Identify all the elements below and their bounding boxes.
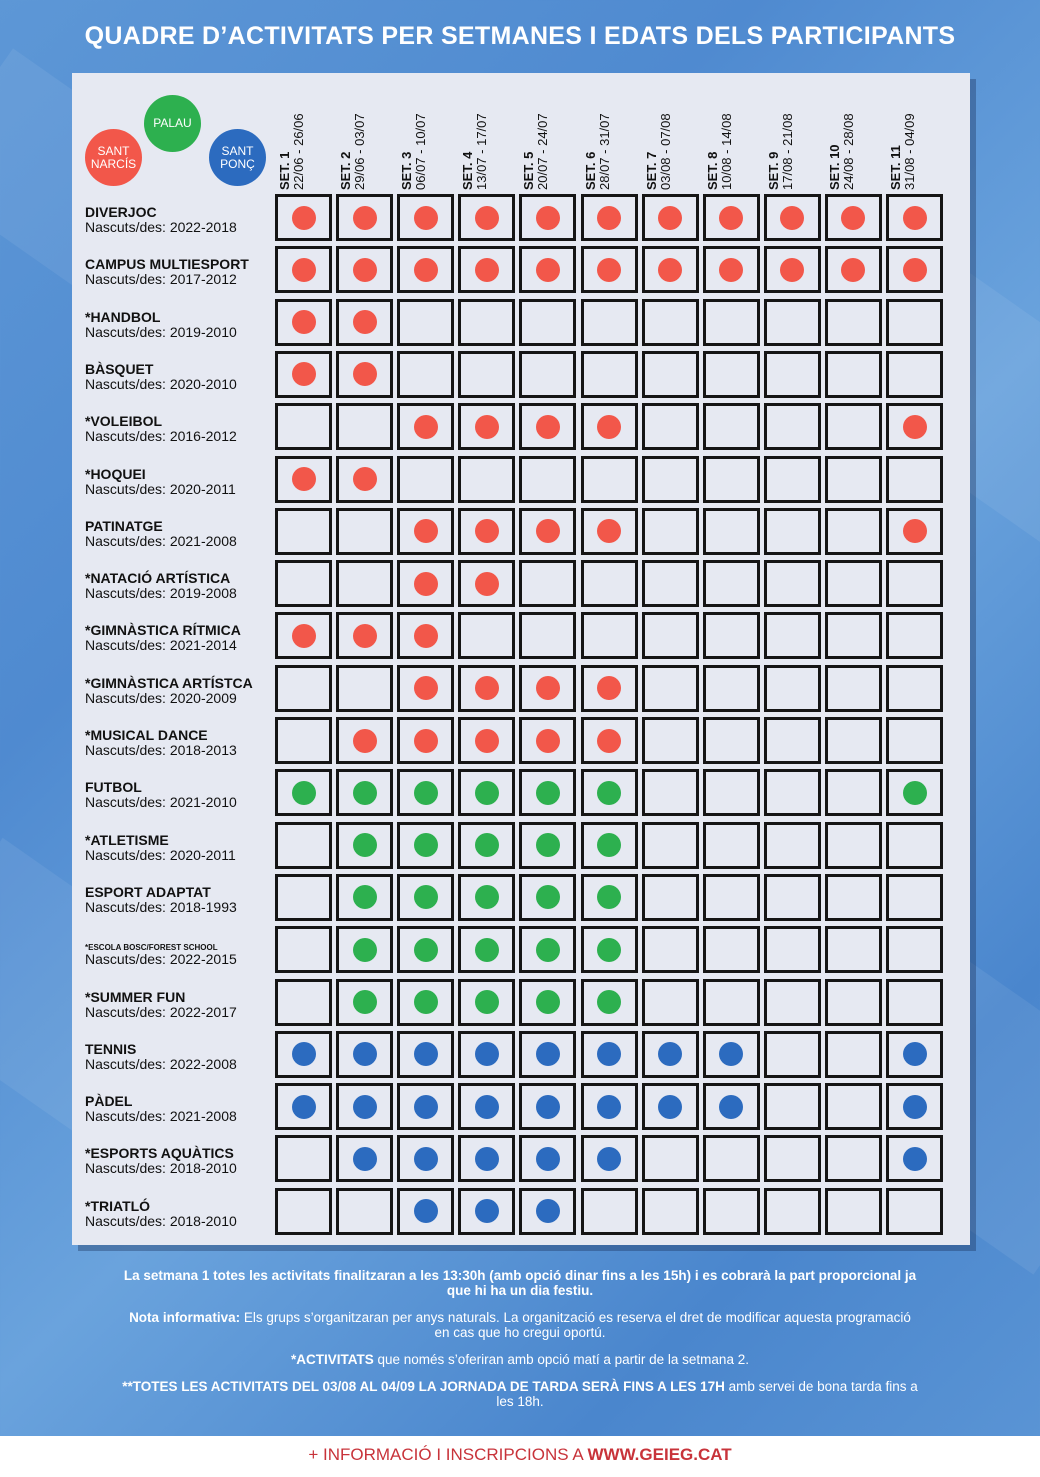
grid-cell <box>581 456 638 503</box>
grid-cell <box>825 822 882 869</box>
grid-cell <box>886 926 943 973</box>
activity-name: *VOLEIBOL <box>85 413 163 430</box>
grid-cell <box>642 1135 699 1182</box>
activity-dot <box>475 1147 499 1171</box>
activity-birth-years: Nascuts/des: 2020-2010 <box>85 375 237 392</box>
activity-dot <box>903 1042 927 1066</box>
activity-birth-years: Nascuts/des: 2018-2010 <box>85 1212 237 1229</box>
activity-dot <box>903 1147 927 1171</box>
grid-cell <box>275 1135 332 1182</box>
note-bold: Nota informativa: <box>129 1310 241 1325</box>
activity-dot <box>719 1095 743 1119</box>
activity-dot <box>353 258 377 282</box>
activity-dot <box>475 729 499 753</box>
notes <box>120 1268 920 1421</box>
activity-dot <box>719 258 743 282</box>
activity-dot <box>414 572 438 596</box>
activity-dot <box>597 206 621 230</box>
legend-sant-narcis <box>85 129 142 186</box>
activity-dot <box>414 1095 438 1119</box>
grid-cell <box>703 1188 760 1235</box>
activity-dot <box>475 206 499 230</box>
grid-cell <box>764 717 821 764</box>
activity-dot <box>597 990 621 1014</box>
grid-cell <box>642 299 699 346</box>
activity-dot <box>536 206 560 230</box>
grid-cell <box>336 560 393 607</box>
grid-cell <box>825 769 882 816</box>
legend-sant-ponc <box>209 129 266 186</box>
activity-dot <box>292 362 316 386</box>
grid-cell <box>886 1188 943 1235</box>
activity-dot <box>780 206 804 230</box>
grid-cell <box>642 979 699 1026</box>
activity-dot <box>353 624 377 648</box>
activity-dot <box>292 1095 316 1119</box>
note-text: Els grups s’organitzaran per anys naturals. La organització es reserva el dret de modificar aquesta programació en cas que ho cregui oportú. <box>240 1310 911 1340</box>
grid-cell <box>397 299 454 346</box>
grid-cell <box>275 508 332 555</box>
activity-dot <box>475 1042 499 1066</box>
note-informativa <box>120 1310 920 1340</box>
activity-name: ESPORT ADAPTAT <box>85 883 211 900</box>
activity-dot <box>353 1095 377 1119</box>
activity-dot <box>903 1095 927 1119</box>
grid-cell <box>458 612 515 659</box>
grid-cell <box>642 508 699 555</box>
activity-name: *SUMMER FUN <box>85 988 186 1005</box>
grid-cell <box>764 1135 821 1182</box>
week-dates: 13/07 - 17/07 <box>474 113 490 190</box>
grid-cell <box>825 926 882 973</box>
activity-name: *MUSICAL DANCE <box>85 727 208 743</box>
activity-dot <box>475 572 499 596</box>
activity-dot <box>597 833 621 857</box>
legend-label: PALAU <box>153 116 192 130</box>
grid-cell <box>764 665 821 712</box>
note-activitats <box>120 1352 920 1367</box>
grid-cell <box>642 1188 699 1235</box>
grid-cell <box>519 612 576 659</box>
note-bold: **TOTES LES ACTIVITATS DEL 03/08 AL 04/09 LA JORNADA DE TARDA SERÀ FINS A LES 17H <box>122 1379 725 1394</box>
week-label: SET. 4 <box>460 151 476 190</box>
activity-dot <box>536 1147 560 1171</box>
week-dates: 22/06 - 26/06 <box>291 113 306 190</box>
activity-dot <box>536 415 560 439</box>
grid-cell <box>764 560 821 607</box>
grid-cell <box>519 351 576 398</box>
grid-cell <box>642 926 699 973</box>
grid-cell <box>642 560 699 607</box>
grid-cell <box>703 612 760 659</box>
activity-name: *ESPORTS AQUÀTICS <box>85 1145 234 1162</box>
activity-dot <box>353 885 377 909</box>
grid-cell <box>764 456 821 503</box>
activity-dot <box>536 676 560 700</box>
grid-cell <box>825 351 882 398</box>
activity-dot <box>536 938 560 962</box>
grid-cell <box>764 1083 821 1130</box>
activity-dot <box>414 676 438 700</box>
activity-dot <box>414 729 438 753</box>
grid-cell <box>519 299 576 346</box>
grid-cell <box>581 351 638 398</box>
grid-cell <box>764 612 821 659</box>
activity-dot <box>353 467 377 491</box>
legend-label: SANT <box>221 143 254 158</box>
activity-dot <box>597 938 621 962</box>
activity-dot <box>475 415 499 439</box>
grid-cell <box>764 351 821 398</box>
grid-cell <box>642 612 699 659</box>
activity-birth-years: Nascuts/des: 2021-2010 <box>85 794 237 811</box>
activity-dot <box>353 833 377 857</box>
activity-dot <box>292 624 316 648</box>
activity-dot <box>414 781 438 805</box>
week-label: SET. 2 <box>338 151 354 190</box>
grid-cell <box>581 612 638 659</box>
grid-cell <box>703 456 760 503</box>
grid-cell <box>519 560 576 607</box>
legend-label: NARCÍS <box>90 156 137 171</box>
activity-birth-years: Nascuts/des: 2018-2010 <box>85 1160 237 1177</box>
activity-dot <box>414 990 438 1014</box>
activity-dot <box>475 676 499 700</box>
activity-birth-years: Nascuts/des: 2022-2015 <box>85 951 237 968</box>
week-label: SET. 6 <box>582 151 598 190</box>
grid-cell <box>825 1031 882 1078</box>
grid-cell <box>458 456 515 503</box>
activity-birth-years: Nascuts/des: 2019-2008 <box>85 585 237 602</box>
activity-dot <box>903 781 927 805</box>
grid-cell <box>886 979 943 1026</box>
activity-name: *TRIATLÓ <box>85 1197 151 1214</box>
grid-cell <box>764 508 821 555</box>
grid-cell <box>275 717 332 764</box>
activity-dot <box>353 990 377 1014</box>
grid-cell <box>275 560 332 607</box>
activity-dot <box>475 938 499 962</box>
grid-cell <box>275 1188 332 1235</box>
grid-cell <box>825 403 882 450</box>
activity-name: *HOQUEI <box>85 465 146 482</box>
grid-cell <box>642 769 699 816</box>
week-dates: 10/08 - 14/08 <box>718 113 734 190</box>
activity-dot <box>414 1042 438 1066</box>
activity-dot <box>414 519 438 543</box>
footer-text: + INFORMACIÓ I INSCRIPCIONS A <box>308 1445 588 1464</box>
grid-cell <box>825 299 882 346</box>
activity-dot <box>414 1199 438 1223</box>
grid-cell <box>886 717 943 764</box>
activity-name: DIVERJOC <box>85 204 157 220</box>
week-dates: 17/08 - 21/08 <box>779 113 795 190</box>
grid-cell <box>275 665 332 712</box>
activity-birth-years: Nascuts/des: 2016-2012 <box>85 428 237 445</box>
activity-dot <box>536 729 560 753</box>
activity-dot <box>353 310 377 334</box>
activity-name: *HANDBOL <box>85 308 161 325</box>
activity-dot <box>536 833 560 857</box>
note-text: que només s’oferiran amb opció matí a partir de la setmana 2. <box>373 1352 749 1367</box>
grid-cell <box>275 926 332 973</box>
activity-dot <box>597 258 621 282</box>
activity-name: TENNIS <box>85 1040 137 1057</box>
grid-cell <box>825 979 882 1026</box>
activity-dot <box>292 206 316 230</box>
grid-cell <box>458 351 515 398</box>
grid-cell <box>825 456 882 503</box>
activity-dot <box>414 1147 438 1171</box>
activity-birth-years: Nascuts/des: 2021-2008 <box>85 1108 237 1125</box>
activity-dot <box>536 1199 560 1223</box>
grid-cell <box>825 1188 882 1235</box>
grid-cell <box>275 403 332 450</box>
activity-dot <box>414 833 438 857</box>
activity-dot <box>903 519 927 543</box>
activity-dot <box>475 833 499 857</box>
activity-dot <box>536 990 560 1014</box>
grid-cell <box>703 299 760 346</box>
grid-cell <box>397 351 454 398</box>
note-week1: La setmana 1 totes les activitats finalitzaran a les 13:30h (amb opció dinar fins a les 15h) i es cobrarà la part proporcional ja que hi ha un dia festiu. <box>123 1268 917 1298</box>
activity-dot <box>353 362 377 386</box>
activity-dot <box>597 676 621 700</box>
activity-dot <box>597 729 621 753</box>
week-label: SET. 1 <box>277 151 292 190</box>
activity-dot <box>353 1042 377 1066</box>
grid-cell <box>825 874 882 921</box>
activity-name: BÀSQUET <box>85 360 154 377</box>
activity-dot <box>658 258 682 282</box>
grid-cell <box>703 979 760 1026</box>
activity-dot <box>292 310 316 334</box>
grid-cell <box>703 717 760 764</box>
grid-cell <box>825 717 882 764</box>
week-dates: 31/08 - 04/09 <box>902 113 917 190</box>
grid-cell <box>886 351 943 398</box>
grid-cell <box>581 560 638 607</box>
activity-dot <box>475 1199 499 1223</box>
activity-name: PATINATGE <box>85 517 163 534</box>
grid-cell <box>703 560 760 607</box>
grid-cell <box>703 769 760 816</box>
activity-dot <box>414 938 438 962</box>
activity-name: *GIMNÀSTICA ARTÍSTCA <box>85 674 253 691</box>
grid-cell <box>458 299 515 346</box>
grid-cell <box>642 822 699 869</box>
grid-cell <box>703 926 760 973</box>
grid-cell <box>764 403 821 450</box>
activity-dot <box>475 1095 499 1119</box>
grid-cell <box>764 822 821 869</box>
activity-birth-years: Nascuts/des: 2017-2012 <box>85 271 237 288</box>
activity-birth-years: Nascuts/des: 2020-2011 <box>85 480 236 497</box>
grid-cell <box>275 979 332 1026</box>
activity-dot <box>903 206 927 230</box>
activity-dot <box>475 990 499 1014</box>
activity-name: *NATACIÓ ARTÍSTICA <box>85 570 231 587</box>
activity-dot <box>353 938 377 962</box>
note-afternoon <box>120 1379 920 1409</box>
activity-birth-years: Nascuts/des: 2020-2009 <box>85 689 237 706</box>
activity-birth-years: Nascuts/des: 2021-2014 <box>85 637 237 654</box>
grid-cell <box>764 926 821 973</box>
week-dates: 28/07 - 31/07 <box>596 113 612 190</box>
week-label: SET. 11 <box>888 145 903 190</box>
activity-dot <box>658 1095 682 1119</box>
note-bold: *ACTIVITATS <box>291 1352 374 1367</box>
website-link[interactable]: WWW.GEIEG.CAT <box>587 1445 732 1464</box>
grid-cell <box>764 874 821 921</box>
activity-birth-years: Nascuts/des: 2021-2008 <box>85 532 237 549</box>
activity-dot <box>475 258 499 282</box>
grid-cell <box>764 979 821 1026</box>
grid-cell <box>825 508 882 555</box>
week-label: SET. 8 <box>704 151 720 190</box>
activity-birth-years: Nascuts/des: 2022-2018 <box>85 219 237 235</box>
activity-dot <box>597 781 621 805</box>
activity-birth-years: Nascuts/des: 2018-1993 <box>85 898 237 915</box>
activity-dot <box>903 258 927 282</box>
activity-dot <box>475 519 499 543</box>
activity-dot <box>536 258 560 282</box>
week-dates: 06/07 - 10/07 <box>413 113 429 190</box>
week-dates: 03/08 - 07/08 <box>657 113 673 190</box>
grid-cell <box>764 769 821 816</box>
activity-name: PÀDEL <box>85 1093 133 1110</box>
week-label: SET. 3 <box>399 151 415 190</box>
grid-cell <box>703 508 760 555</box>
grid-cell <box>825 612 882 659</box>
activity-dot <box>353 781 377 805</box>
week-label: SET. 5 <box>521 151 537 190</box>
grid-cell <box>642 456 699 503</box>
activity-dot <box>353 729 377 753</box>
activity-dot <box>353 1147 377 1171</box>
grid-cell <box>886 560 943 607</box>
activity-dot <box>658 206 682 230</box>
week-dates: 29/06 - 03/07 <box>352 113 368 190</box>
activity-dot <box>597 415 621 439</box>
activity-dot <box>597 1147 621 1171</box>
grid-cell <box>703 403 760 450</box>
activity-name: *ATLETISME <box>85 831 169 848</box>
week-label: SET. 10 <box>826 144 842 190</box>
legend-label: PONÇ <box>220 156 255 171</box>
activity-dot <box>292 1042 316 1066</box>
grid-cell <box>886 874 943 921</box>
activity-dot <box>780 258 804 282</box>
legend-label: SANT <box>97 143 130 158</box>
grid-cell <box>886 299 943 346</box>
grid-cell <box>825 665 882 712</box>
activity-birth-years: Nascuts/des: 2022-2008 <box>85 1055 237 1072</box>
week-dates: 20/07 - 24/07 <box>535 113 551 190</box>
activity-birth-years: Nascuts/des: 2018-2013 <box>85 742 237 758</box>
grid-cell <box>825 560 882 607</box>
activity-name: *GIMNÀSTICA RÍTMICA <box>85 622 241 639</box>
grid-cell <box>519 456 576 503</box>
grid-cell <box>336 665 393 712</box>
activity-dot <box>414 206 438 230</box>
note-text: amb servei de bona tarda fins a les 18h. <box>496 1379 918 1409</box>
week-label: SET. 7 <box>643 151 659 190</box>
activity-birth-years: Nascuts/des: 2020-2011 <box>85 846 236 863</box>
grid-cell <box>764 1031 821 1078</box>
activity-dot <box>414 885 438 909</box>
grid-cell <box>886 612 943 659</box>
activity-dot <box>841 206 865 230</box>
grid-cell <box>703 822 760 869</box>
grid-cell <box>397 456 454 503</box>
grid-cell <box>764 1188 821 1235</box>
grid-cell <box>886 665 943 712</box>
grid-cell <box>703 351 760 398</box>
grid-cell <box>581 1188 638 1235</box>
activity-dot <box>292 781 316 805</box>
legend-palau <box>144 95 201 152</box>
grid-cell <box>642 665 699 712</box>
grid-cell <box>336 508 393 555</box>
grid-cell <box>581 299 638 346</box>
grid-cell <box>642 874 699 921</box>
week-label: SET. 9 <box>765 151 781 190</box>
grid-cell <box>642 351 699 398</box>
activity-name: CAMPUS MULTIESPORT <box>85 256 249 273</box>
grid-cell <box>336 1188 393 1235</box>
grid-cell <box>642 403 699 450</box>
activity-dot <box>414 415 438 439</box>
activity-name: *ESCOLA BOSC/FOREST SCHOOL <box>85 943 218 953</box>
activity-dot <box>719 206 743 230</box>
grid-cell <box>336 403 393 450</box>
grid-cell <box>825 1135 882 1182</box>
footer <box>0 1436 1040 1477</box>
activity-dot <box>536 1095 560 1119</box>
activity-name: FUTBOL <box>85 779 142 796</box>
grid-cell <box>825 1083 882 1130</box>
grid-cell <box>886 456 943 503</box>
activity-birth-years: Nascuts/des: 2019-2010 <box>85 323 237 340</box>
activity-dot <box>414 624 438 648</box>
grid-cell <box>703 665 760 712</box>
grid-cell <box>275 874 332 921</box>
grid-cell <box>642 717 699 764</box>
grid-cell <box>275 822 332 869</box>
page-title: QUADRE D’ACTIVITATS PER SETMANES I EDATS DELS PARTICIPANTS <box>84 22 956 50</box>
activity-dot <box>414 258 438 282</box>
activity-dot <box>597 1095 621 1119</box>
activity-dot <box>475 781 499 805</box>
activity-dot <box>292 467 316 491</box>
activity-dot <box>292 258 316 282</box>
grid-cell <box>703 1135 760 1182</box>
grid-cell <box>764 299 821 346</box>
grid-cell <box>886 822 943 869</box>
activity-dot <box>536 781 560 805</box>
grid-cell <box>703 874 760 921</box>
activity-birth-years: Nascuts/des: 2022-2017 <box>85 1003 237 1020</box>
week-dates: 24/08 - 28/08 <box>840 113 856 190</box>
activity-dot <box>353 206 377 230</box>
activity-dot <box>903 415 927 439</box>
